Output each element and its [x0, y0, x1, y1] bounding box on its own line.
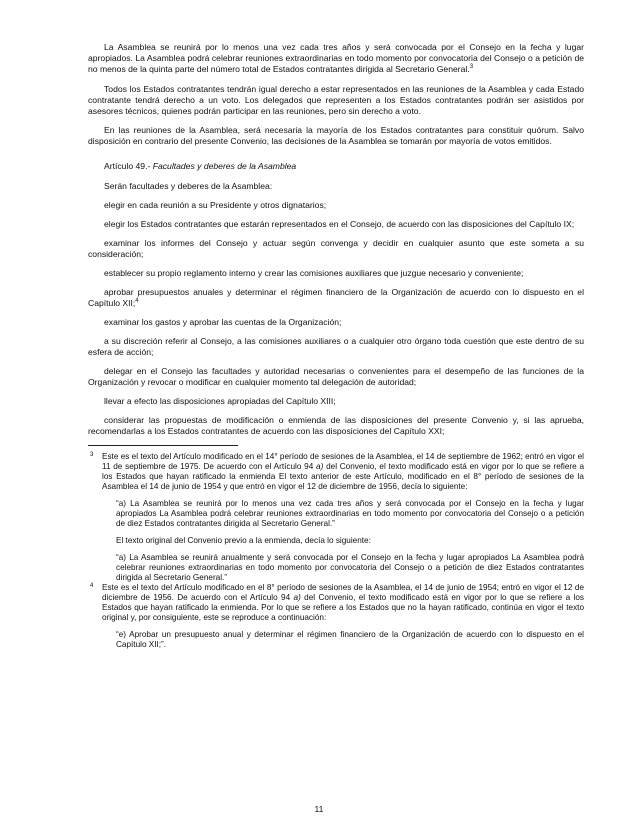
footnote-3	[88, 452, 584, 583]
footnote-ref-4: 4	[135, 298, 139, 305]
article-intro: Serán facultades y deberes de la Asamblea:	[104, 181, 273, 191]
footnote-number: 3	[90, 452, 94, 458]
footnote-text: El texto original del Convenio previo a la enmienda, decía lo siguiente:	[116, 536, 371, 545]
page-number: 11	[314, 804, 324, 814]
list-item: aprobar presupuestos anuales y determinar el régimen financiero de la Organización de acuerdo con lo dispuesto en el Capítulo XII;$^4$	[88, 287, 584, 308]
footnote-quote: “e) Aprobar un presupuesto anual y determinar el régimen financiero de la Organización de acuerdo con lo dispuesto en el Capítulo XII;”.	[116, 630, 584, 649]
footnote-ref-3: 3	[469, 64, 474, 71]
footnote-4	[88, 583, 584, 650]
footnote-quote: “a) La Asamblea se reunirá anualmente y será convocada por el Consejo en la fecha y lugar apropiados La Asamblea podrá celebrar reuniones extraordinarias en todo momento por convocatoria del Consejo o a petición de diez Estados contratantes dirigida al Secretario General.”	[116, 553, 584, 582]
list-item: examinar los informes del Consejo y actuar según convenga y decidir en cualquier asunto que este someta a su consideración;	[88, 238, 584, 259]
list-item: llevar a efecto las disposiciones apropiadas del Capítulo XIII;	[104, 396, 336, 406]
list-item: examinar los gastos y aprobar las cuentas de la Organización;	[104, 317, 342, 327]
footnote-number: 4	[90, 583, 94, 589]
list-item: delegar en el Consejo las facultades y autoridad necesarias o convenientes para el desempeño de las funciones de la Organización y revocar o modificar en cualquier momento tal delegación de autoridad;	[88, 366, 584, 387]
list-item: elegir los Estados contratantes que estarán representados en el Consejo, de acuerdo con las disposiciones del Capítulo IX;	[104, 219, 575, 229]
list-item: elegir en cada reunión a su Presidente y otros dignatarios;	[104, 200, 327, 210]
list-item: establecer su propio reglamento interno y crear las comisiones auxiliares que juzgue necesario y conveniente;	[104, 268, 524, 278]
list-item: a su discreción referir al Consejo, a las comisiones auxiliares o a cualquier otro órgano toda cuestión que este dentro de su esfera de acción;	[88, 336, 584, 357]
main-text	[88, 42, 584, 437]
list-item: considerar las propuestas de modificación o enmienda de las disposiciones del presente Convenio y, si las aprueba, recomendarlas a los Estados contratantes de acuerdo con las disposiciones del Capítulo XXI;	[88, 415, 584, 436]
paragraph-assembly-meetings: La Asamblea se reunirá por lo menos una vez cada tres años y será convocada por el Consejo en la fecha y lugar apropiados. La Asamblea podrá celebrar reuniones extraordinarias en todo momento por convocatoria del Consejo o a petición de no menos de la quinta parte del número total de Estados contratantes dirigida al Secretario General.$^3$	[88, 42, 584, 74]
document-page	[88, 42, 584, 657]
footnote-text: Este es el texto del Artículo modificado en el 8° período de sesiones de la Asamblea, el 14 de junio de 1954; entró en vigor el 12 de diciembre de 1956. De acuerdo con el Artículo 94 a) del Convenio, el texto modificado está en vigor por lo que se refiere a los Estados que hayan ratificado la enmienda. Por lo que se refiere a los Estados que no la hayan ratificado, continúa en vigor el texto original y, por consiguiente, este se reproduce a continuación:	[102, 583, 585, 622]
footnote-text: Este es el texto del Artículo modificado en el 14° período de sesiones de la Asamblea, el 14 de septiembre de 1962; entró en vigor el 11 de septiembre de 1975. De acuerdo con el Artículo 94 a) del Convenio, el texto modificado está en vigor por lo que se refiere a los Estados que hayan ratificado la enmienda El texto anterior de este Artículo, modificado en el 8° período de sesiones de la Asamblea el 14 de junio de 1954 y que entró en vigor el 12 de diciembre de 1956, decía lo siguiente:	[102, 452, 584, 491]
footnote-quote: “a) La Asamblea se reunirá por lo menos una vez cada tres años y será convocada por el Consejo en la fecha y lugar apropiados La Asamblea podrá celebrar reuniones extraordinarias en todo momento por convocatoria del Consejo o a petición de diez Estados contratantes dirigida al Secretario General.”	[116, 499, 584, 528]
paragraph-representation: Todos los Estados contratantes tendrán igual derecho a estar representados en las reuniones de la Asamblea y cada Estado contratante tendrá derecho a un voto. Los delegados que representen a los Estados contratantes podrán ser asistidos por asesores técnicos, quienes podrán participar en las reuniones, pero sin derecho a voto.	[88, 83, 584, 116]
article-title: Facultades y deberes de la Asamblea	[152, 161, 297, 171]
footnote-separator	[88, 445, 238, 446]
article-heading: Artículo 49.- Facultades y deberes de la Asamblea	[104, 161, 297, 171]
paragraph-quorum: En las reuniones de la Asamblea, será necesaria la mayoría de los Estados contratantes para constituir quórum. Salvo disposición en contrario del presente Convenio, las decisiones de la Asamblea se tomarán por mayoría de votos emitidos.	[88, 125, 584, 146]
